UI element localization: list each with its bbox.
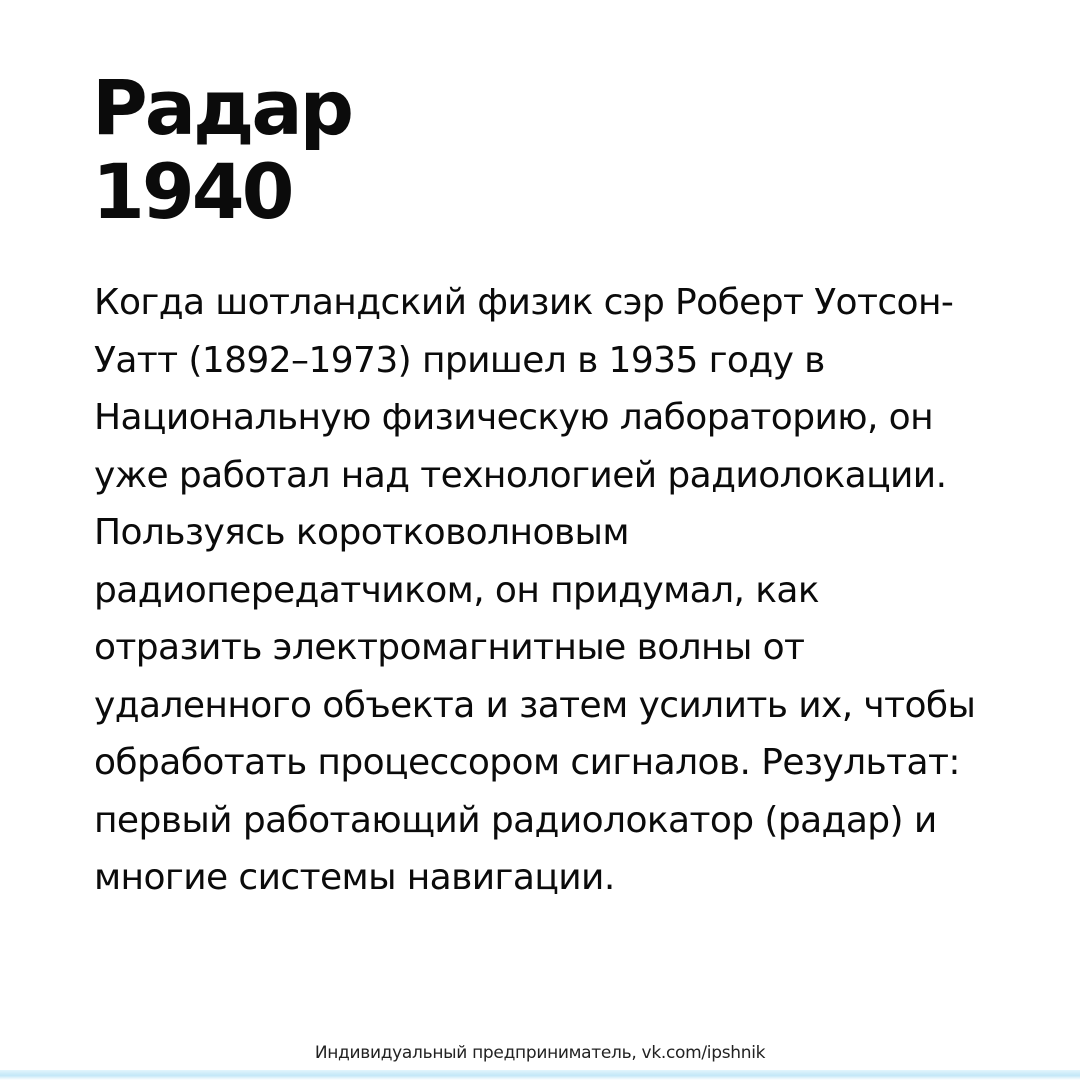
body-line: Когда шотландский физик сэр Роберт Уотсон- <box>94 282 954 323</box>
body-line: Уатт (1892–1973) пришел в 1935 году в <box>94 339 825 381</box>
body-paragraph <box>94 274 975 907</box>
footer-caption: Индивидуальный предприниматель, vk.com/ipshnik <box>314 1043 766 1063</box>
body-line: первый работающий радиолокатор (радар) и <box>94 799 937 841</box>
body-line: отразить электромагнитные волны от <box>94 627 805 668</box>
body-line: обработать процессором сигналов. Результат: <box>94 742 960 783</box>
body-line: многие системы навигации. <box>94 857 615 898</box>
page-year: 1940 <box>92 147 292 236</box>
page-heading <box>92 63 352 236</box>
body-line: радиопередатчиком, он придумал, как <box>94 569 819 611</box>
body-line: удаленного объекта и затем усилить их, чтобы <box>94 684 976 726</box>
body-line: Пользуясь коротковолновым <box>94 512 629 553</box>
body-line: Национальную физическую лабораторию, он <box>94 397 934 438</box>
page-title: Радар <box>92 63 352 152</box>
body-line: уже работал над технологией радиолокации. <box>94 454 947 496</box>
bottom-decorative-band <box>0 1070 1080 1080</box>
